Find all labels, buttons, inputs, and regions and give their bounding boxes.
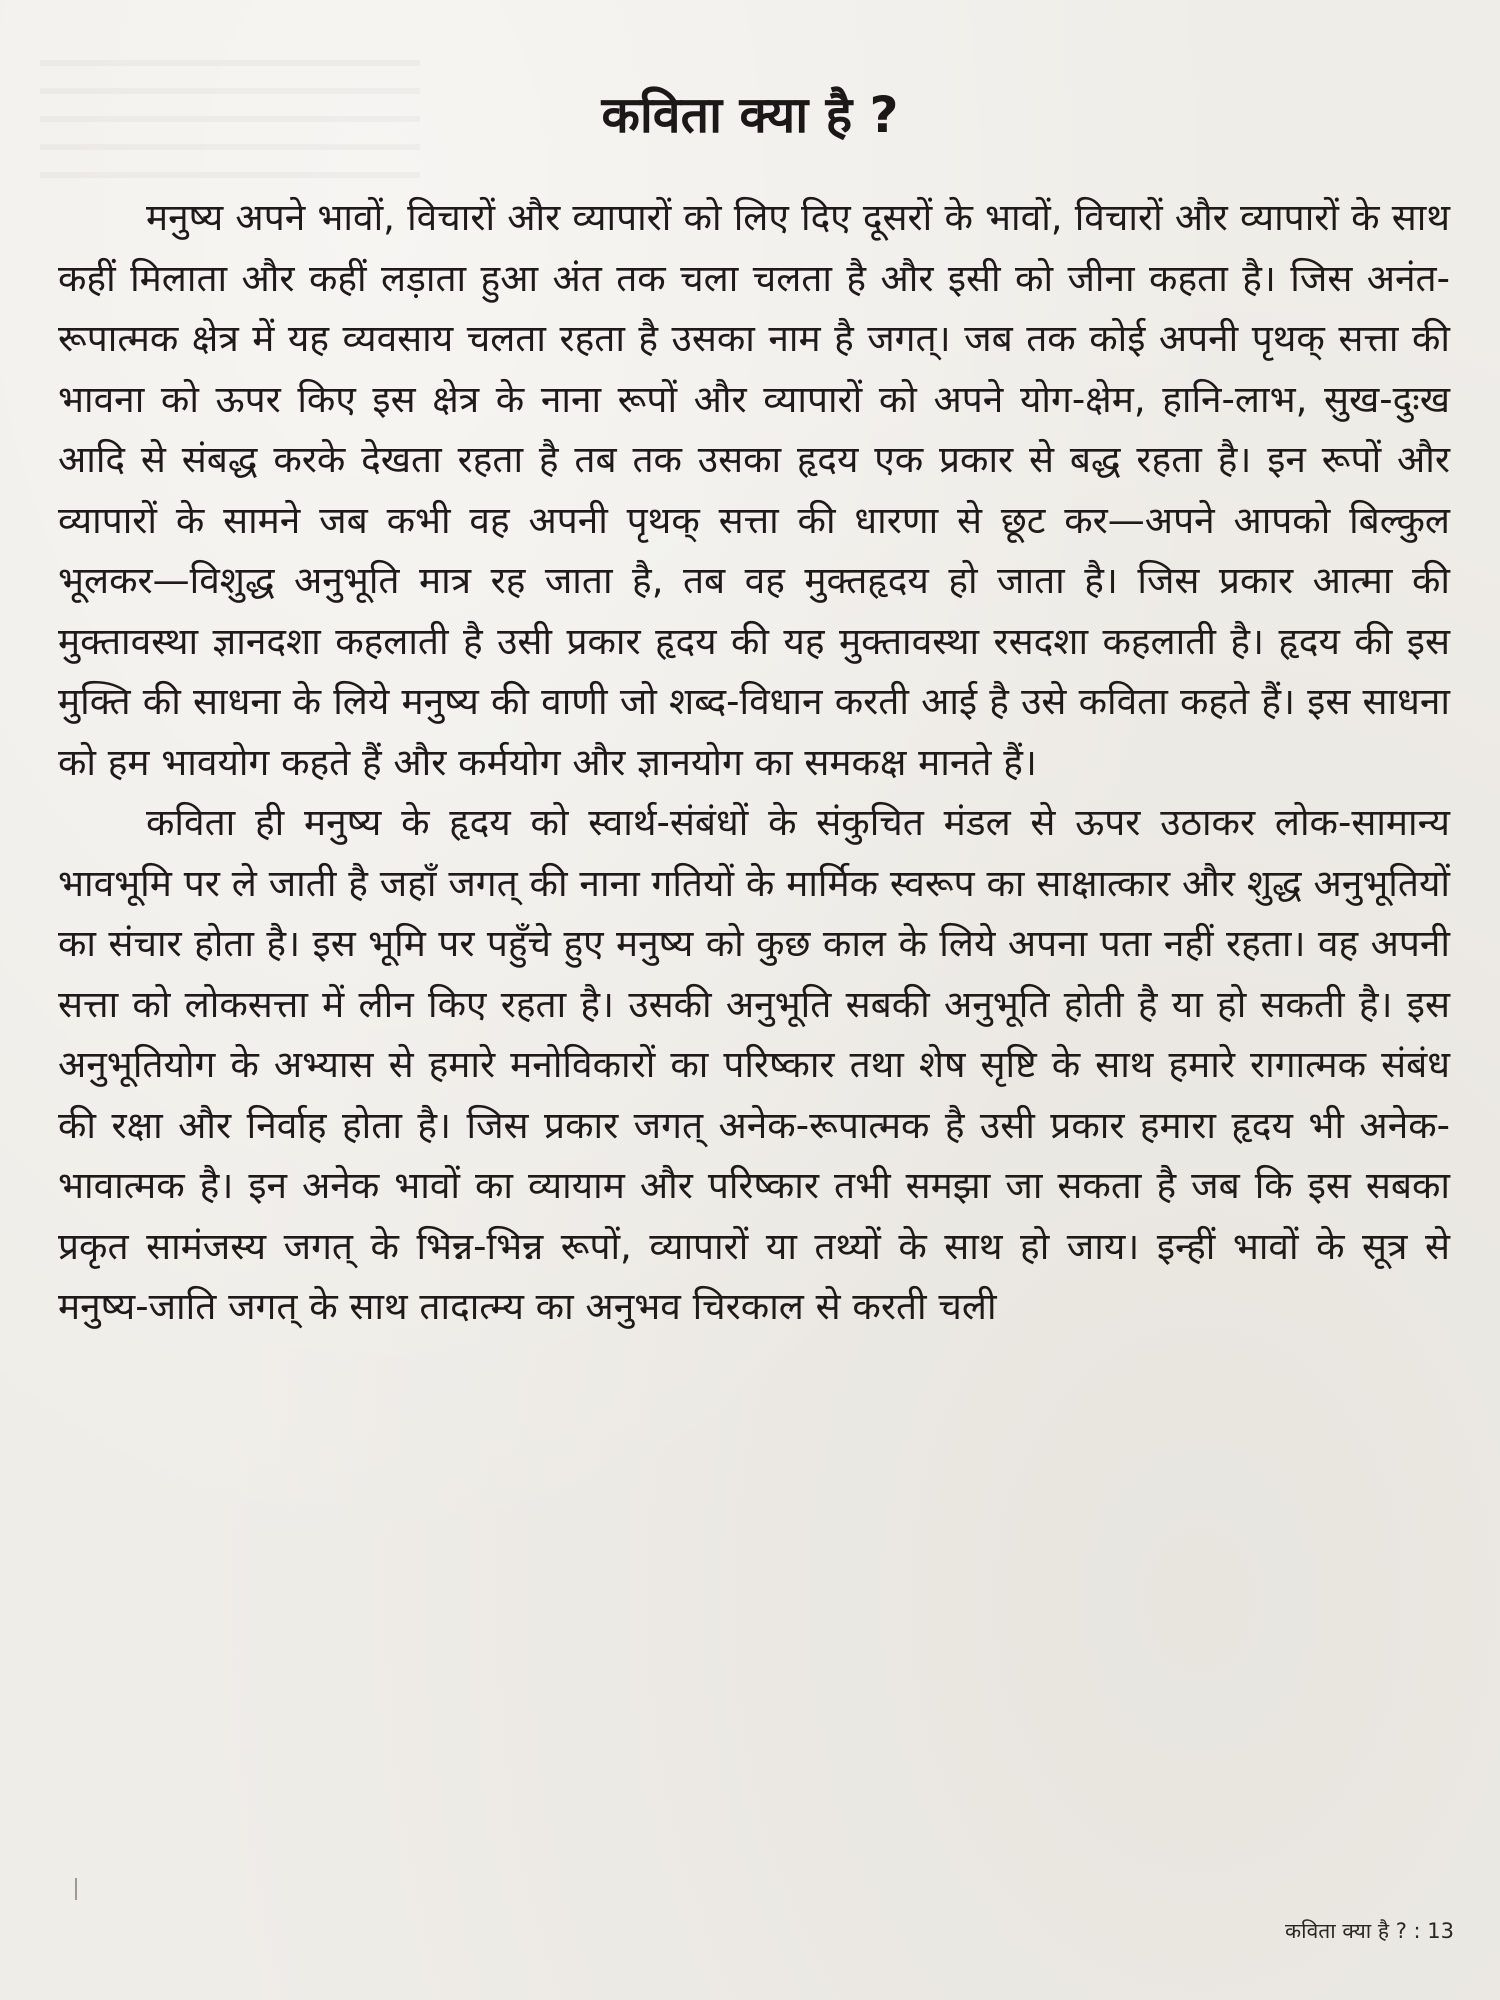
chapter-title: कविता क्या है ?	[601, 86, 899, 144]
paragraph-2: कविता ही मनुष्य के हृदय को स्वार्थ-संबंधों के संकुचित मंडल से ऊपर उठाकर लोक-सामान्य भावभूमि पर ले जाती है जहाँ जगत् की नाना गतियों के मार्मिक स्वरूप का साक्षात्कार और शुद्ध अनुभूतियों का संचार होता है। इस भूमि पर पहुँचे हुए मनुष्य को कुछ काल के लिये अपना पता नहीं रहता। वह अपनी सत्ता को लोकसत्ता में लीन किए रहता है। उसकी अनुभूति सबकी अनुभूति होती है या हो सकती है। इस अनुभूतियोग के अभ्यास से हमारे मनोविकारों का परिष्कार तथा शेष सृष्टि के साथ हमारे रागात्मक संबंध की रक्षा और निर्वाह होता है। जिस प्रकार जगत् अनेक-रूपात्मक है उसी प्रकार हमारा हृदय भी अनेक-भावात्मक है। इन अनेक भावों का व्यायाम और परिष्कार तभी समझा जा सकता है जब कि इस सबका प्रकृत सामंजस्य जगत् के भिन्न-भिन्न रूपों, व्यापारों या तथ्यों के साथ हो जाय। इन्हीं भावों के सूत्र से मनुष्य-जाति जगत् के साथ तादात्म्य का अनुभव चिरकाल से करती चली	[58, 801, 1450, 1328]
stray-print-mark	[75, 1878, 77, 1900]
running-footer-page-number: कविता क्या है ? : 13	[1285, 1919, 1454, 1943]
body-text	[58, 188, 1450, 1338]
paragraph-1: मनुष्य अपने भावों, विचारों और व्यापारों को लिए दिए दूसरों के भावों, विचारों और व्यापारों के साथ कहीं मिलाता और कहीं लड़ाता हुआ अंत तक चला चलता है और इसी को जीना कहता है। जिस अनंत-रूपात्मक क्षेत्र में यह व्यवसाय चलता रहता है उसका नाम है जगत्। जब तक कोई अपनी पृथक् सत्ता की भावना को ऊपर किए इस क्षेत्र के नाना रूपों और व्यापारों को अपने योग-क्षेम, हानि-लाभ, सुख-दुःख आदि से संबद्ध करके देखता रहता है तब तक उसका हृदय एक प्रकार से बद्ध रहता है। इन रूपों और व्यापारों के सामने जब कभी वह अपनी पृथक् सत्ता की धारणा से छूट कर—अपने आपको बिल्कुल भूलकर—विशुद्ध अनुभूति मात्र रह जाता है, तब वह मुक्तहृदय हो जाता है। जिस प्रकार आत्मा की मुक्तावस्था ज्ञानदशा कहलाती है उसी प्रकार हृदय की यह मुक्तावस्था रसदशा कहलाती है। हृदय की इस मुक्ति की साधना के लिये मनुष्य की वाणी जो शब्द-विधान करती आई है उसे कविता कहते हैं। इस साधना को हम भावयोग कहते हैं और कर्मयोग और ज्ञानयोग का समकक्ष मानते हैं।	[58, 196, 1450, 784]
